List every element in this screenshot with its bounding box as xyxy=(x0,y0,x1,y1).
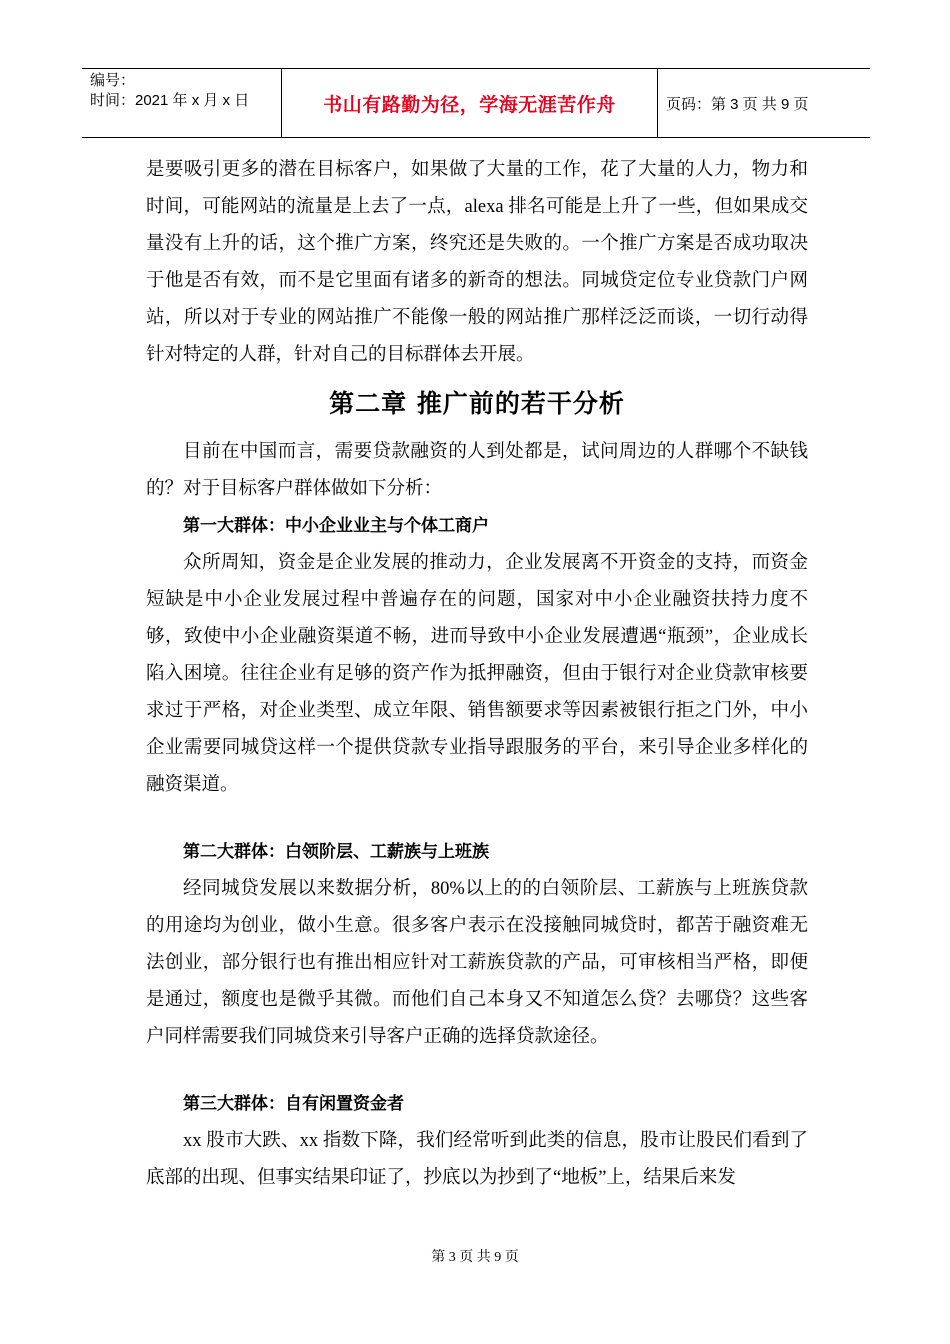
group3-heading: 第三大群体：自有闲置资金者 xyxy=(183,1094,404,1114)
document-body xyxy=(146,152,808,1197)
section-spacer xyxy=(146,1056,808,1086)
document-date-label: 时间：2021 年 x 月 x 日 xyxy=(90,92,250,109)
page-footer: 第 3 页 共 9 页 xyxy=(431,1250,519,1265)
page-header xyxy=(82,68,870,138)
group2-paragraph: 经同城贷发展以来数据分析，80%以上的的白领阶层、工薪族与上班族贷款的用途均为创业，做小生意。很多客户表示在没接触同城贷时，都苦于融资难无法创业，部分银行也有推出相应针对工薪族贷款的产品，可审核相当严格，即便是通过，额度也是微乎其微。而他们自己本身又不知道怎么贷？去哪贷？这些客户同样需要我们同城贷来引导客户正确的选择贷款途径。 xyxy=(146,879,808,1047)
group1-paragraph: 众所周知，资金是企业发展的推动力，企业发展离不开资金的支持，而资金短缺是中小企业发展过程中普遍存在的问题，国家对中小企业融资扶持力度不够，致使中小企业融资渠道不畅，进而导致中小企业发展遭遇“瓶颈”，企业成长陷入困境。往往企业有足够的资产作为抵押融资，但由于银行对企业贷款审核要求过于严格，对企业类型、成立年限、销售额要求等因素被银行拒之门外，中小企业需要同城贷这样一个提供贷款专业指导跟服务的平台，来引导企业多样化的融资渠道。 xyxy=(146,553,808,795)
header-page-info: 页码：第 3 页 共 9 页 xyxy=(666,95,809,113)
header-motto: 书山有路勤为径，学海无涯苦作舟 xyxy=(282,69,658,137)
chapter-title: 第二章 推广前的若干分析 xyxy=(329,389,625,418)
section-spacer xyxy=(146,804,808,834)
document-code-label: 编号： xyxy=(90,72,136,89)
header-meta-cell xyxy=(82,69,282,137)
paragraph-intro: 是要吸引更多的潜在目标客户，如果做了大量的工作，花了大量的人力，物力和时间，可能网站的流量是上去了一点，alexa 排名可能是上升了一些，但如果成交量没有上升的话，这个推广方案，终究还是失败的。一个推广方案是否成功取决于他是否有效，而不是它里面有诸多的新奇的想法。同城贷定位专业贷款门户网站，所以对于专业的网站推广不能像一般的网站推广那样泛泛而谈，一切行动得针对特定的人群，针对自己的目标群体去开展。 xyxy=(146,160,808,365)
paragraph-chapter-intro: 目前在中国而言，需要贷款融资的人到处都是，试问周边的人群哪个不缺钱的？对于目标客户群体做如下分析： xyxy=(146,442,808,499)
group3-paragraph: xx 股市大跌、xx 指数下降，我们经常听到此类的信息，股市让股民们看到了底部的出现、但事实结果印证了，抄底以为抄到了“地板”上，结果后来发 xyxy=(146,1131,808,1188)
group1-heading: 第一大群体：中小企业业主与个体工商户 xyxy=(183,516,489,536)
group2-heading: 第二大群体：白领阶层、工薪族与上班族 xyxy=(183,842,489,862)
